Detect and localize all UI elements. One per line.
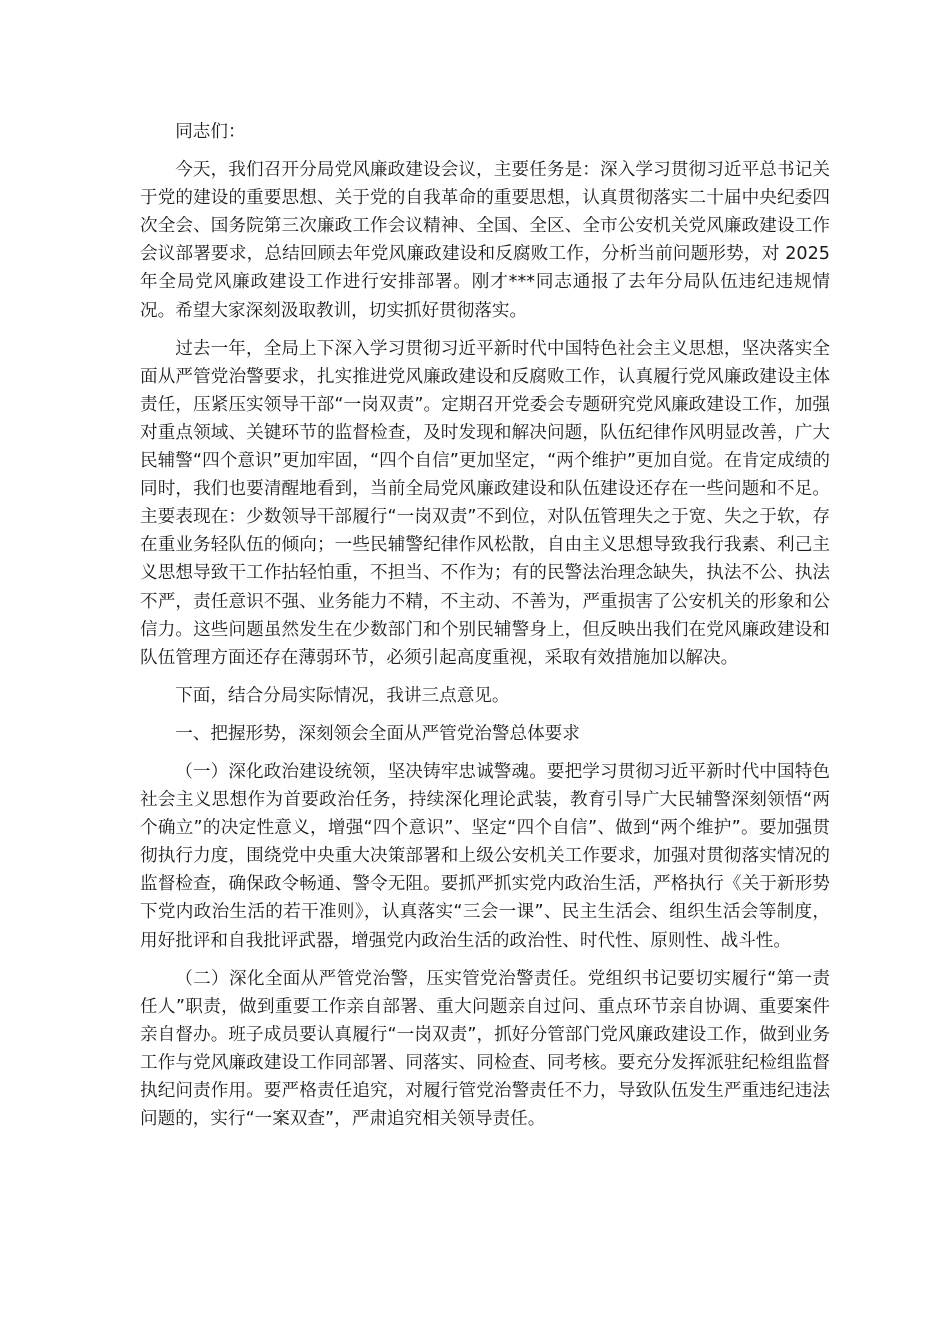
document-page [140, 118, 830, 1143]
paragraph-strict-governance: （二）深化全面从严管党治警，压实管党治警责任。党组织书记要切实履行“第一责任人”职责，做到重要工作亲自部署、重大问题亲自过问、重点环节亲自协调、重要案件亲自督办。班子成员要认真履行“一岗双责”，抓好分管部门党风廉政建设工作，做到业务工作与党风廉政建设工作同部署、同落实、同检查、同考核。要充分发挥派驻纪检组监督执纪问责作用。要严格责任追究，对履行管党治警责任不力，导致队伍发生严重违纪违法问题的，实行“一案双查”，严肃追究相关领导责任。 [140, 968, 830, 1130]
paragraph-review: 过去一年，全局上下深入学习贯彻习近平新时代中国特色社会主义思想，坚决落实全面从严管党治警要求，扎实推进党风廉政建设和反腐败工作，认真履行党风廉政建设主体责任，压紧压实领导干部“一岗双责”。定期召开党委会专题研究党风廉政建设工作，加强对重点领域、关键环节的监督检查，及时发现和解决问题，队伍纪律作风明显改善，广大民辅警“四个意识”更加牢固，“四个自信”更加坚定，“两个维护”更加自觉。在肯定成绩的同时，我们也要清醒地看到，当前全局党风廉政建设和队伍建设还存在一些问题和不足。主要表现在：少数领导干部履行“一岗双责”不到位，对队伍管理失之于宽、失之于软，存在重业务轻队伍的倾向；一些民辅警纪律作风松散，自由主义思想导致我行我素、利己主义思想导致干工作拈轻怕重，不担当、不作为；有的民警法治理念缺失，执法不公、执法不严，责任意识不强、业务能力不精，不主动、不善为，严重损害了公安机关的形象和公信力。这些问题虽然发生在少数部门和个别民辅警身上，但反映出我们在党风廉政建设和队伍管理方面还存在薄弱环节，必须引起高度重视，采取有效措施加以解决。 [140, 338, 830, 668]
salutation: 同志们： [175, 122, 246, 142]
paragraph-intro: 下面，结合分局实际情况，我讲三点意见。 [175, 685, 510, 706]
paragraph-political-building: （一）深化政治建设统领，坚决铸牢忠诚警魂。要把学习贯彻习近平新时代中国特色社会主义思想作为首要政治任务，持续深化理论武装，教育引导广大民辅警深刻领悟“两个确立”的决定性意义，增强“四个意识”、坚定“四个自信”、做到“两个维护”。要加强贯彻执行力度，围绕党中央重大决策部署和上级公安机关工作要求，加强对贯彻落实情况的监督检查，确保政令畅通、警令无阻。要抓严抓实党内政治生活，严格执行《关于新形势下党内政治生活的若干准则》，认真落实“三会一课”、民主生活会、组织生活会等制度，用好批评和自我批评武器，增强党内政治生活的政治性、时代性、原则性、战斗性。 [140, 761, 830, 951]
section-heading-1: 一、把握形势，深刻领会全面从严管党治警总体要求 [175, 723, 580, 744]
paragraph-opening: 今天，我们召开分局党风廉政建设会议，主要任务是：深入学习贯彻习近平总书记关于党的建设的重要思想、关于党的自我革命的重要思想，认真贯彻落实二十届中央纪委四次全会、国务院第三次廉政工作会议精神、全国、全区、全市公安机关党风廉政建设工作会议部署要求，总结回顾去年党风廉政建设和反腐败工作，分析当前问题形势，对 2025 年全局党风廉政建设工作进行安排部署。刚才***同志通报了去年分局队伍违纪违规情况。希望大家深刻汲取教训，切实抓好贯彻落实。 [140, 160, 830, 321]
